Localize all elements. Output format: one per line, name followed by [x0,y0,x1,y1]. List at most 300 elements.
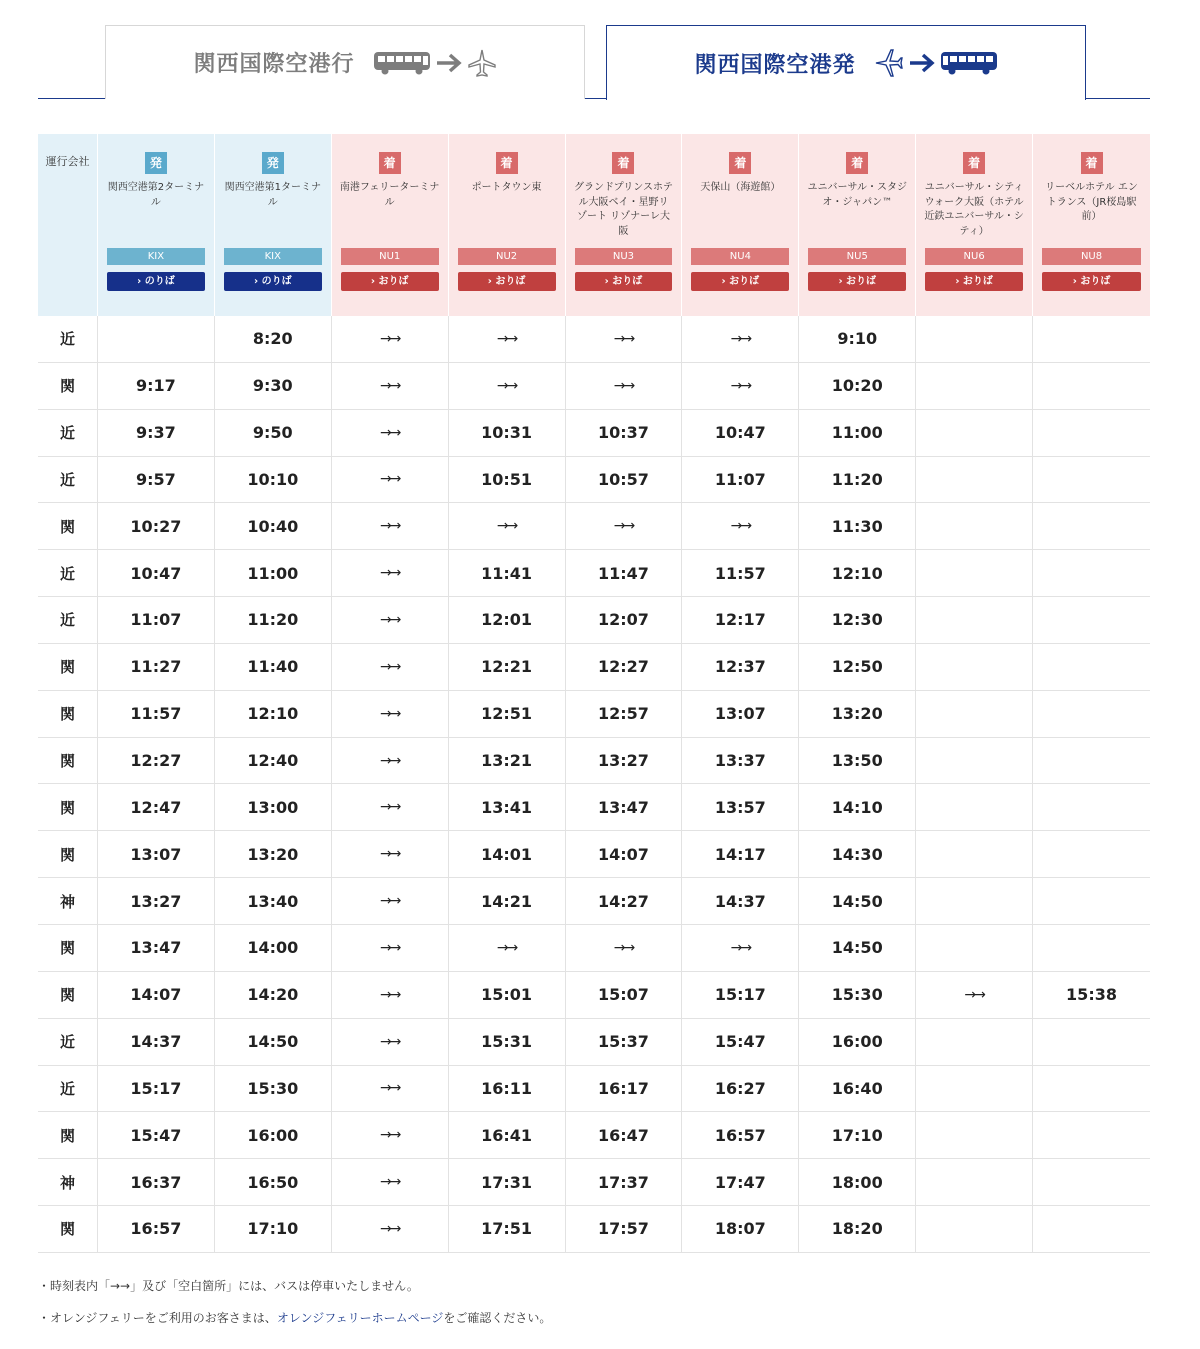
time-cell [98,831,215,877]
airplane-icon [874,48,904,78]
time-value: 12:27 [130,751,182,771]
time-value: 10:57 [597,469,649,489]
time-cell [449,457,566,503]
departure-badge: 発 [145,152,167,174]
time-value: 16:40 [831,1078,883,1098]
time-cell [98,550,215,596]
time-cell [215,831,332,877]
time-cell [916,878,1033,924]
operator-cell: 近 [38,1019,98,1065]
operator-cell: 関 [38,972,98,1018]
table-row [38,925,1150,972]
time-cell [449,410,566,456]
time-value: 14:21 [481,891,533,911]
time-cell [682,1019,799,1065]
time-value: 14:10 [831,797,883,817]
time-cell [215,503,332,549]
tab-to-airport[interactable] [105,25,585,99]
time-cell [682,1112,799,1158]
time-cell [916,550,1033,596]
time-value: 16:57 [714,1125,766,1145]
notes [38,1276,1150,1340]
time-value: 13:57 [714,797,766,817]
time-value: 9:17 [136,376,176,396]
time-value: 11:00 [831,423,883,443]
no-stop-arrow: →→ [613,939,634,956]
time-value: 10:20 [831,376,883,396]
time-cell [215,1206,332,1252]
time-value: 9:10 [837,329,878,349]
time-cell [566,644,683,690]
time-value: 14:30 [831,844,883,864]
time-cell [332,457,449,503]
table-row [38,1019,1150,1066]
time-cell [332,597,449,643]
timetable-body [38,316,1150,1253]
operator-header: 運行会社 [38,134,98,316]
time-value: 12:21 [481,657,533,677]
table-row [38,503,1150,550]
no-stop-arrow: →→ [613,518,634,535]
time-cell [682,410,799,456]
time-cell [449,597,566,643]
operator-cell: 神 [38,1159,98,1205]
time-cell [566,1019,683,1065]
time-cell [1033,363,1150,409]
stop-code: KIX [107,248,205,265]
stop-code: NU2 [458,248,556,265]
time-value: 15:38 [1066,985,1117,1005]
arrival-badge: 着 [612,152,634,174]
tab-from-airport-label: 関西国際空港発 [694,52,856,78]
time-cell [332,316,449,362]
time-cell [215,1112,332,1158]
time-cell [799,1066,916,1112]
time-value: 15:47 [130,1125,182,1145]
no-stop-arrow: →→ [964,986,984,1003]
time-cell [799,550,916,596]
operator-cell: 関 [38,691,98,737]
time-value: 16:47 [597,1125,649,1145]
no-stop-arrow: →→ [379,986,400,1003]
time-cell [799,972,916,1018]
time-cell [799,738,916,784]
time-cell [1033,1206,1150,1252]
time-cell [332,1019,449,1065]
time-cell [449,878,566,924]
table-row [38,1206,1150,1253]
time-cell [449,316,566,362]
time-cell [215,1066,332,1112]
time-cell [98,644,215,690]
time-cell [332,1206,449,1252]
time-value: 18:20 [831,1219,883,1239]
time-cell [1033,691,1150,737]
time-cell [566,1206,683,1252]
time-value: 14:37 [130,1032,182,1052]
time-value: 12:40 [247,751,299,771]
time-cell [566,363,683,409]
note-orange-ferry [38,1308,1150,1340]
time-value: 17:37 [597,1172,649,1192]
time-value: 17:31 [481,1172,533,1192]
time-cell [566,784,683,830]
time-value: 11:57 [714,563,766,583]
time-value: 9:50 [252,423,293,443]
no-stop-arrow: →→ [379,893,400,910]
alighting-place-button[interactable]: › おりば [341,272,439,291]
time-cell [682,784,799,830]
alighting-place-button[interactable]: › おりば [575,272,673,291]
table-row [38,878,1150,925]
time-cell [332,1066,449,1112]
time-cell [449,691,566,737]
bus-icon [373,50,431,76]
time-cell [916,1206,1033,1252]
time-cell [682,363,799,409]
stop-name: 関西空港第2ターミナル [107,182,205,208]
time-value: 13:07 [130,844,182,864]
arrival-badge: 着 [1081,152,1103,174]
departure-badge: 発 [262,152,284,174]
time-cell [1033,1019,1150,1065]
time-value: 17:10 [831,1125,883,1145]
table-row [38,1159,1150,1206]
time-cell [98,691,215,737]
operator-cell: 関 [38,363,98,409]
orange-ferry-link[interactable]: オレンジフェリーホームページ [276,1311,444,1325]
time-cell [1033,550,1150,596]
stop-header-nu1 [332,134,449,316]
time-value: 10:10 [247,469,299,489]
time-cell [332,878,449,924]
time-cell [1033,831,1150,877]
time-cell [799,831,916,877]
time-value: 10:47 [714,423,766,443]
time-cell [916,457,1033,503]
table-row [38,784,1150,831]
time-cell [1033,410,1150,456]
time-cell [1033,644,1150,690]
time-cell [98,503,215,549]
time-value: 12:57 [597,704,649,724]
table-row [38,597,1150,644]
time-cell [682,597,799,643]
time-cell [916,1019,1033,1065]
time-value: 14:20 [247,985,299,1005]
operator-cell: 関 [38,1206,98,1252]
stop-name: 関西空港第1ターミナル [224,182,321,208]
time-value: 16:00 [831,1032,883,1052]
time-value: 15:47 [714,1032,766,1052]
table-row [38,738,1150,785]
table-row [38,363,1150,410]
time-cell [98,1066,215,1112]
time-cell [215,410,332,456]
time-cell [566,878,683,924]
stop-header-nu5 [799,134,916,316]
time-cell [566,316,683,362]
no-stop-arrow: →→ [730,377,751,394]
stop-name: ポートタウン東 [471,182,542,193]
time-value: 12:01 [481,610,533,630]
time-cell [916,831,1033,877]
time-value: 10:51 [481,469,533,489]
no-stop-arrow: →→ [730,518,751,535]
airplane-icon [467,48,497,78]
no-stop-arrow: →→ [379,377,400,394]
alighting-place-button[interactable]: › おりば [691,272,789,291]
stop-header-kix-t2 [98,134,215,316]
time-value: 14:50 [831,938,883,958]
no-stop-arrow: →→ [379,1220,400,1237]
time-value: 10:27 [130,516,182,536]
time-cell [799,784,916,830]
time-cell [215,457,332,503]
time-value: 16:50 [247,1172,299,1192]
time-cell [215,597,332,643]
time-cell [682,925,799,971]
time-cell [98,410,215,456]
time-cell [799,925,916,971]
stop-code: NU1 [341,248,439,265]
time-cell [332,363,449,409]
no-stop-arrow: →→ [613,377,634,394]
time-cell [566,410,683,456]
time-cell [916,1066,1033,1112]
time-cell [449,1206,566,1252]
time-value: 13:27 [130,891,182,911]
no-stop-arrow: →→ [379,752,400,769]
stop-name: ユニバーサル・スタジオ・ジャパン™ [807,182,907,208]
no-stop-arrow: →→ [379,1033,400,1050]
time-value: 15:17 [130,1078,182,1098]
time-value: 13:40 [247,891,299,911]
time-cell [1033,316,1150,362]
time-cell [1033,1066,1150,1112]
stop-code: NU3 [575,248,673,265]
time-value: 13:47 [597,797,649,817]
time-cell [566,691,683,737]
time-cell [215,1019,332,1065]
time-cell [916,363,1033,409]
time-value: 18:00 [831,1172,883,1192]
time-value: 15:07 [597,985,649,1005]
stop-name: 南港フェリーターミナル [339,182,440,208]
time-value: 13:50 [831,751,883,771]
time-cell [916,1112,1033,1158]
time-cell [566,457,683,503]
time-cell [449,503,566,549]
note-text: ・オレンジフェリーをご利用のお客さまは、 [38,1311,277,1325]
time-cell [916,597,1033,643]
alighting-place-button[interactable]: › おりば [925,272,1023,291]
tab-to-airport-label: 関西国際空港行 [193,52,355,77]
time-cell [566,972,683,1018]
time-cell [332,550,449,596]
time-cell [566,831,683,877]
time-cell [98,1206,215,1252]
time-cell [916,1159,1033,1205]
time-value: 16:37 [130,1172,182,1192]
table-row [38,831,1150,878]
time-value: 13:00 [247,797,299,817]
stop-name: 天保山（海遊館） [700,182,781,193]
time-cell [799,878,916,924]
time-cell [98,1112,215,1158]
time-cell [799,1112,916,1158]
arrow-right-icon [908,52,936,74]
table-row [38,691,1150,738]
time-value: 14:00 [247,938,299,958]
time-cell [1033,503,1150,549]
time-cell [98,925,215,971]
time-cell [98,878,215,924]
alighting-place-button[interactable]: › おりば [1042,272,1141,291]
time-cell [449,550,566,596]
boarding-place-button[interactable]: › のりば [224,272,322,291]
arrival-badge: 着 [379,152,401,174]
time-cell [916,925,1033,971]
time-cell [916,972,1033,1018]
time-cell [449,1159,566,1205]
time-value: 16:57 [130,1219,182,1239]
stop-header-nu2 [449,134,566,316]
time-cell [1033,1112,1150,1158]
operator-cell: 神 [38,878,98,924]
time-cell [566,1112,683,1158]
time-value: 12:07 [597,610,649,630]
time-value: 13:47 [130,938,182,958]
time-value: 17:51 [481,1219,533,1239]
time-cell [332,410,449,456]
time-value: 17:57 [597,1219,649,1239]
time-cell [682,1159,799,1205]
time-cell [916,784,1033,830]
operator-cell: 近 [38,410,98,456]
tab-from-airport[interactable] [606,25,1086,100]
time-value: 8:20 [252,329,293,349]
time-value: 14:07 [597,844,649,864]
time-value: 9:30 [252,376,293,396]
bus-icon [940,50,998,76]
boarding-place-button[interactable]: › のりば [107,272,205,291]
operator-cell: 近 [38,457,98,503]
time-cell [98,316,215,362]
time-value: 11:47 [597,563,649,583]
arrival-badge: 着 [729,152,751,174]
no-stop-arrow: →→ [379,1127,400,1144]
time-value: 11:41 [481,563,533,583]
table-row [38,410,1150,457]
time-cell [799,1159,916,1205]
time-cell [1033,925,1150,971]
time-value: 13:27 [597,751,649,771]
time-cell [449,1112,566,1158]
time-value: 18:07 [714,1219,766,1239]
time-value: 13:21 [481,751,533,771]
time-cell [682,972,799,1018]
time-cell [215,1159,332,1205]
time-cell [916,644,1033,690]
alighting-place-button[interactable]: › おりば [458,272,556,291]
time-value: 12:47 [130,797,182,817]
stop-header-nu4 [682,134,799,316]
time-value: 17:10 [247,1219,299,1239]
time-cell [1033,597,1150,643]
time-cell [799,1206,916,1252]
stop-header-kix-t1 [215,134,332,316]
operator-cell: 関 [38,925,98,971]
time-value: 15:31 [481,1032,533,1052]
time-value: 11:00 [247,563,299,583]
time-cell [1033,878,1150,924]
time-cell [682,878,799,924]
no-stop-arrow: →→ [379,611,400,628]
time-cell [332,831,449,877]
operator-cell: 近 [38,316,98,362]
time-value: 10:31 [481,423,533,443]
time-cell [332,925,449,971]
time-value: 11:20 [247,610,299,630]
stop-header-nu6 [916,134,1033,316]
operator-cell: 関 [38,784,98,830]
time-cell [799,457,916,503]
time-cell [566,738,683,784]
time-cell [799,410,916,456]
time-cell [98,972,215,1018]
time-value: 17:47 [714,1172,766,1192]
time-cell [332,1112,449,1158]
table-row [38,1066,1150,1113]
time-cell [682,457,799,503]
time-value: 11:57 [130,704,182,724]
time-cell [799,597,916,643]
time-value: 16:27 [714,1078,766,1098]
time-value: 10:40 [247,516,299,536]
no-stop-arrow: →→ [496,377,517,394]
no-stop-arrow: →→ [496,939,517,956]
time-cell [566,1066,683,1112]
time-value: 11:07 [714,469,766,489]
time-value: 16:00 [247,1125,299,1145]
time-cell [332,503,449,549]
time-cell [799,644,916,690]
operator-cell: 近 [38,597,98,643]
tab-to-airport-icons [373,48,497,78]
operator-cell: 関 [38,644,98,690]
time-cell [98,363,215,409]
time-cell [449,831,566,877]
time-cell [449,738,566,784]
no-stop-arrow: →→ [379,705,400,722]
no-stop-arrow: →→ [379,799,400,816]
no-stop-arrow: →→ [379,424,400,441]
time-cell [98,597,215,643]
time-cell [916,738,1033,784]
time-cell [449,972,566,1018]
operator-cell: 関 [38,738,98,784]
table-row [38,1112,1150,1159]
stop-header-nu8 [1033,134,1150,316]
alighting-place-button[interactable]: › おりば [808,272,906,291]
time-cell [449,925,566,971]
operator-cell: 関 [38,503,98,549]
time-cell [566,597,683,643]
no-stop-arrow: →→ [379,939,400,956]
stop-code: NU6 [925,248,1023,265]
operator-cell: 近 [38,1066,98,1112]
